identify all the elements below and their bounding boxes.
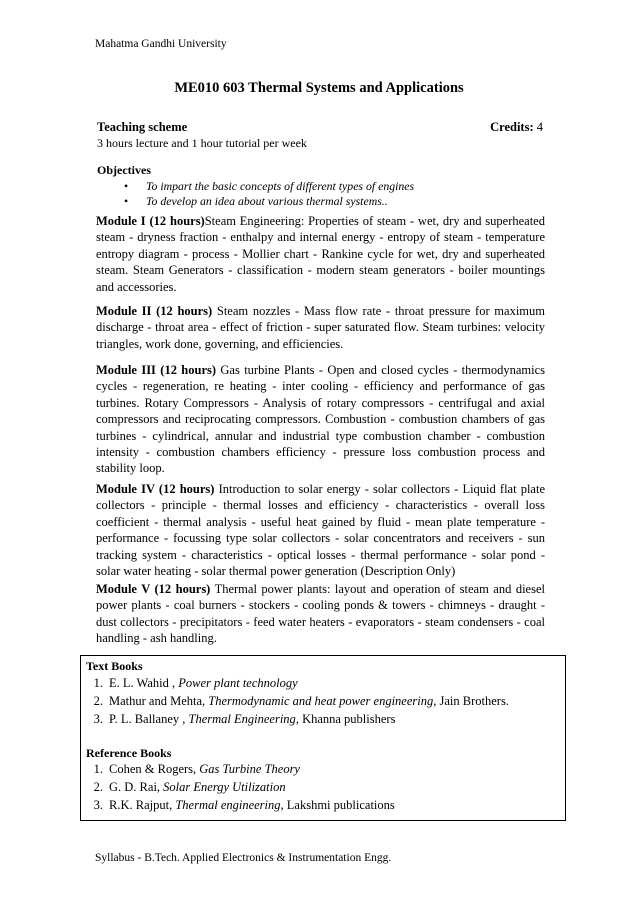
reference-books-heading: Reference Books: [86, 746, 172, 760]
hours-text: 3 hours lecture and 1 hour tutorial per week: [97, 136, 307, 150]
book-item: [85, 796, 395, 814]
module-heading: Module II (12 hours): [96, 304, 213, 318]
book-item: [85, 760, 395, 778]
book-title: Solar Energy Utilization: [163, 780, 286, 794]
objective-item: • To impart the basic concepts of different types of engines: [120, 179, 414, 194]
module-5: [96, 581, 545, 647]
book-publisher: , Khanna publishers: [295, 712, 396, 726]
book-number: 1.: [93, 762, 103, 776]
objective-item: • To develop an idea about various thermal systems..: [120, 194, 414, 209]
book-title: Power plant technology: [178, 676, 298, 690]
book-number: 2.: [93, 780, 103, 794]
book-author: Cohen & Rogers,: [109, 762, 200, 776]
book-author: R.K. Rajput,: [109, 798, 176, 812]
book-author: P. L. Ballaney ,: [109, 712, 189, 726]
book-number: 3.: [93, 712, 103, 726]
module-heading: Module III (12 hours): [96, 363, 217, 377]
credits: [490, 120, 543, 135]
book-publisher: , Jain Brothers.: [433, 694, 509, 708]
module-heading: Module IV (12 hours): [96, 482, 215, 496]
module-text: Thermal power plants: layout and operation of steam and diesel power plants - coal burners - stockers - cooling ponds & towers - chimneys - draught - dust collectors - precipitators - feed water heaters - evaporators - steam condensers - coal handling - ash handling.: [96, 582, 545, 646]
book-item: [85, 778, 395, 796]
book-item: [85, 692, 509, 710]
objectives-heading: Objectives: [97, 163, 151, 177]
book-item: [85, 710, 509, 728]
page-header: Mahatma Gandhi University: [95, 38, 227, 50]
credits-label: Credits:: [490, 120, 534, 134]
book-number: 2.: [93, 694, 103, 708]
module-1: [96, 213, 545, 295]
module-text: Steam Engineering: Properties of steam - wet, dry and superheated steam - dryness fraction - enthalpy and internal energy - entropy of steam - temperature entropy diagram - process - Mollier chart - Rankine cycle for wet, dry and superheated steam. Steam Generators - classification - modern steam generators - boiler mountings and accessories.: [96, 214, 545, 294]
books-box: [80, 655, 566, 821]
book-title: Thermodynamic and heat power engineering: [208, 694, 434, 708]
course-title: ME010 603 Thermal Systems and Applications: [174, 80, 464, 96]
module-4: [96, 481, 545, 579]
module-2: [96, 303, 545, 352]
book-item: [85, 674, 509, 692]
module-3: [96, 362, 545, 477]
page-footer: Syllabus - B.Tech. Applied Electronics & Instrumentation Engg.: [95, 852, 392, 864]
reference-books-list: [85, 760, 395, 814]
module-text: Steam nozzles - Mass flow rate - throat pressure for maximum discharge - throat area - effect of friction - super saturated flow. Steam turbines: velocity triangles, work done, governing, and efficiencies.: [96, 304, 545, 351]
book-author: G. D. Rai,: [109, 780, 164, 794]
module-heading: Module I (12 hours): [96, 214, 205, 228]
objectives-list: [120, 179, 414, 209]
book-number: 3.: [93, 798, 103, 812]
book-author: E. L. Wahid ,: [109, 676, 179, 690]
teaching-scheme-label: Teaching scheme: [97, 120, 188, 134]
module-heading: Module V (12 hours): [96, 582, 211, 596]
module-text: Gas turbine Plants - Open and closed cycles - thermodynamics cycles - regeneration, re heating - inter cooling - efficiency and performance of gas turbines. Rotary Compressors - Analysis of rotary compressors - centrifugal and axial compressors and reciprocating compressors. Combustion - combustion chambers of gas turbines - cylindrical, annular and industrial type combustion chamber - combustion intensity - combustion chambers efficiency - pressure loss combustion process and stability loop.: [96, 363, 545, 476]
book-author: Mathur and Mehta,: [109, 694, 209, 708]
text-books-list: [85, 674, 509, 728]
book-title: Thermal Engineering: [188, 712, 296, 726]
book-number: 1.: [93, 676, 103, 690]
module-text: Introduction to solar energy - solar collectors - Liquid flat plate collectors - principle - thermal losses and efficiency - characteristics - overall loss coefficient - thermal analysis - useful heat gained by fluid - mean plate temperature - performance - focussing type solar collectors - solar concentrators and receivers - sun tracking system - characteristics - optical losses - thermal performance - solar pond - solar water heating - solar thermal power generation (Description Only): [96, 482, 545, 579]
text-books-heading: Text Books: [86, 659, 143, 673]
credits-value: 4: [536, 120, 543, 134]
book-publisher: , Lakshmi publications: [280, 798, 395, 812]
book-title: Thermal engineering: [175, 798, 281, 812]
book-title: Gas Turbine Theory: [199, 762, 300, 776]
